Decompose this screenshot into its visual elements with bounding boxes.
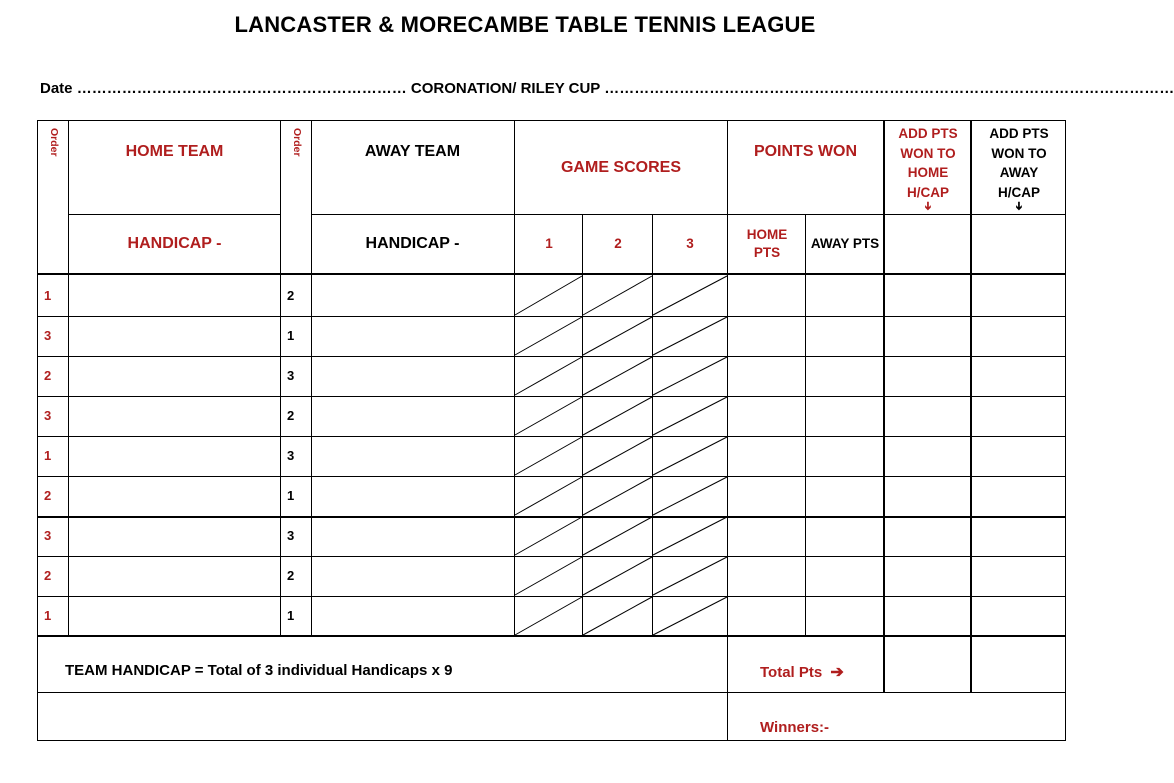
home-order-number: 3 [44, 528, 52, 543]
away-order-label: Order [290, 127, 303, 157]
score-slash [653, 557, 727, 595]
away-pts-header: AWAY PTS [810, 236, 880, 252]
score-slash [583, 357, 652, 395]
home-order-number: 3 [44, 328, 52, 343]
score-slash [583, 517, 652, 555]
cup-label: CORONATION/ RILEY CUP [410, 80, 601, 97]
home-order-number: 1 [44, 608, 52, 623]
away-order-number: 3 [287, 368, 295, 383]
add-home-line-4: H/CAP [906, 184, 949, 200]
home-handicap-label[interactable]: HANDICAP - [127, 234, 222, 252]
home-team-header: HOME TEAM [125, 142, 224, 160]
game-2-label: 2 [614, 236, 622, 252]
score-slash [653, 317, 727, 355]
away-order-number: 3 [287, 528, 295, 543]
away-order-number: 1 [287, 608, 295, 623]
score-slash [515, 357, 582, 395]
home-pts-header: HOME PTS [746, 227, 788, 260]
score-slash [515, 597, 582, 635]
arrow-down-icon: ➔ [1013, 201, 1025, 211]
game-scores-header: GAME SCORES [560, 158, 681, 176]
date-dots[interactable]: ………………………………………………………… [76, 80, 407, 97]
score-slash [583, 397, 652, 435]
score-slash [653, 357, 727, 395]
score-slash [515, 557, 582, 595]
away-order-number: 1 [287, 328, 295, 343]
cup-dots[interactable]: …………………………………………………………………………………………………… [604, 80, 1174, 97]
score-slash [515, 397, 582, 435]
score-slash [583, 597, 652, 635]
score-slash [583, 317, 652, 355]
add-away-line-1: ADD PTS [989, 126, 1049, 141]
away-order-number: 2 [287, 568, 295, 583]
add-away-line-2: WON TO [991, 145, 1047, 161]
add-home-line-1: ADD PTS [898, 126, 958, 141]
date-label: Date [40, 80, 73, 97]
add-away-line-4: H/CAP [997, 184, 1040, 200]
away-handicap-label[interactable]: HANDICAP - [365, 234, 460, 252]
team-handicap-note: TEAM HANDICAP = Total of 3 individual Handicaps x 9 [65, 662, 453, 679]
home-order-label: Order [47, 127, 60, 157]
score-slash [583, 477, 652, 515]
score-slash [583, 557, 652, 595]
total-pts-text: Total Pts [760, 664, 823, 681]
score-slash [653, 597, 727, 635]
winners-label[interactable]: Winners:- [760, 719, 830, 736]
score-slash [515, 517, 582, 555]
home-order-number: 1 [44, 448, 52, 463]
score-slash [583, 276, 652, 315]
away-team-header: AWAY TEAM [364, 142, 461, 160]
score-slash [515, 317, 582, 355]
score-slash [653, 477, 727, 515]
score-slash [653, 276, 727, 315]
score-slash [653, 437, 727, 475]
arrow-right-icon: ➔ [830, 664, 844, 681]
score-slash [515, 437, 582, 475]
home-order-number: 2 [44, 368, 52, 383]
away-order-number: 2 [287, 408, 295, 423]
score-slash [515, 276, 582, 315]
score-slash [515, 477, 582, 515]
home-order-number: 2 [44, 568, 52, 583]
score-slash [583, 437, 652, 475]
score-slash [653, 397, 727, 435]
game-3-label: 3 [686, 236, 694, 252]
home-order-number: 1 [44, 287, 52, 303]
page-title: LANCASTER & MORECAMBE TABLE TENNIS LEAGUE [234, 12, 816, 37]
arrow-down-icon: ➔ [922, 201, 934, 211]
add-home-line-2: WON TO [900, 145, 956, 161]
away-order-number: 1 [287, 488, 295, 503]
away-order-number: 3 [287, 448, 295, 463]
points-won-header: POINTS WON [753, 142, 858, 160]
add-home-line-3: HOME [907, 165, 949, 180]
home-order-number: 2 [44, 488, 52, 503]
home-order-number: 3 [44, 408, 52, 423]
away-order-number: 2 [287, 287, 295, 303]
score-slash [653, 517, 727, 555]
game-1-label: 1 [545, 236, 553, 252]
add-away-line-3: AWAY [999, 165, 1039, 180]
